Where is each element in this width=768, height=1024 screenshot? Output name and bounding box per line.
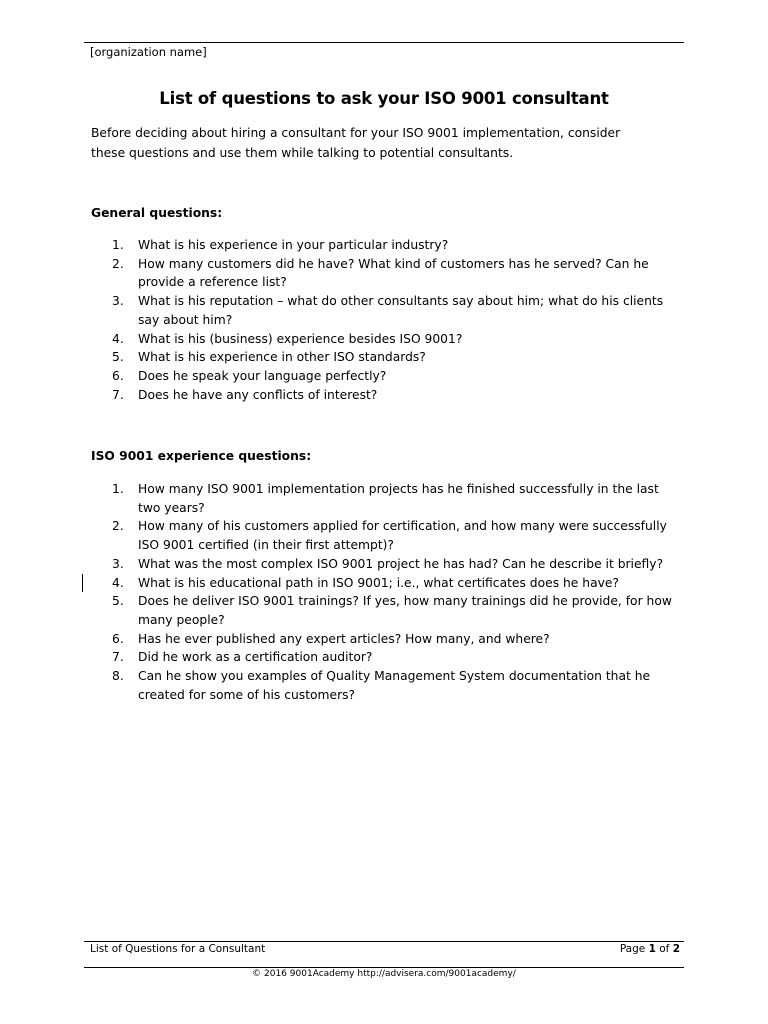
list-item bbox=[112, 386, 672, 405]
list-item bbox=[112, 630, 672, 649]
item-text: What is his educational path in ISO 9001; i.e., what certificates does he have? bbox=[138, 575, 619, 590]
copyright-notice: © 2016 9001Academy http://advisera.com/9001academy/ bbox=[252, 969, 516, 979]
item-text: Has he ever published any expert articles? How many, and where? bbox=[138, 631, 550, 646]
text-cursor bbox=[82, 574, 83, 592]
footer-document-name: List of Questions for a Consultant bbox=[90, 943, 266, 955]
page-of: of bbox=[655, 943, 673, 955]
list-item bbox=[112, 480, 672, 517]
item-text: What is his experience in other ISO standards? bbox=[138, 350, 426, 365]
item-number: 6. bbox=[112, 631, 124, 646]
list-item bbox=[112, 236, 672, 255]
item-number: 3. bbox=[112, 294, 124, 309]
iso-experience-questions-heading: ISO 9001 experience questions: bbox=[91, 449, 312, 463]
item-text: What is his reputation – what do other consultants say about him; what do his clients say about him? bbox=[138, 294, 664, 327]
list-item bbox=[112, 555, 672, 574]
page-prefix: Page bbox=[619, 943, 649, 955]
item-number: 1. bbox=[112, 482, 124, 496]
page-current: 1 bbox=[648, 943, 656, 955]
item-number: 5. bbox=[112, 594, 124, 609]
item-number: 7. bbox=[112, 387, 124, 402]
header-rule bbox=[84, 42, 684, 43]
footer-rule-bottom bbox=[84, 967, 684, 968]
footer-rule-top bbox=[84, 941, 684, 942]
list-item bbox=[112, 667, 672, 704]
item-number: 3. bbox=[112, 556, 124, 571]
item-text: What is his (business) experience besides ISO 9001? bbox=[138, 331, 463, 346]
item-number: 8. bbox=[112, 669, 124, 684]
organization-name[interactable]: [organization name] bbox=[90, 45, 207, 59]
list-item bbox=[112, 574, 672, 593]
general-questions-heading: General questions: bbox=[91, 206, 223, 220]
list-item bbox=[112, 255, 672, 292]
list-item bbox=[112, 592, 672, 629]
item-text: Does he deliver ISO 9001 trainings? If yes, how many trainings did he provide, for how many people? bbox=[138, 594, 672, 627]
list-item bbox=[112, 648, 672, 667]
item-number: 2. bbox=[112, 256, 124, 271]
item-number: 5. bbox=[112, 350, 124, 365]
list-item bbox=[112, 292, 672, 329]
item-text: Does he speak your language perfectly? bbox=[138, 368, 387, 383]
document-title: List of questions to ask your ISO 9001 consultant bbox=[159, 89, 609, 108]
list-item bbox=[112, 330, 672, 349]
item-text: How many of his customers applied for certification, and how many were successfully ISO 9001 certified (in their first attempt)? bbox=[138, 519, 667, 553]
intro-paragraph: Before deciding about hiring a consultant for your ISO 9001 implementation, consider these questions and use them while talking to potential consultants. bbox=[91, 126, 621, 160]
item-number: 4. bbox=[112, 331, 124, 346]
item-text: Did he work as a certification auditor? bbox=[138, 650, 373, 665]
list-item bbox=[112, 367, 672, 386]
item-text: What is his experience in your particular industry? bbox=[138, 238, 449, 252]
item-text: Can he show you examples of Quality Management System documentation that he created for some of his customers? bbox=[138, 669, 651, 702]
list-item bbox=[112, 348, 672, 367]
list-item bbox=[112, 517, 672, 554]
item-number: 7. bbox=[112, 650, 124, 665]
page-total: 2 bbox=[672, 943, 680, 955]
general-questions-list bbox=[112, 236, 672, 404]
iso-experience-questions-list bbox=[112, 480, 672, 704]
item-number: 2. bbox=[112, 519, 124, 534]
footer-page-number bbox=[620, 943, 680, 955]
item-number: 1. bbox=[112, 238, 124, 252]
item-text: Does he have any conflicts of interest? bbox=[138, 387, 378, 402]
item-text: How many ISO 9001 implementation projects has he finished successfully in the last two years? bbox=[138, 482, 659, 515]
item-text: What was the most complex ISO 9001 project he has had? Can he describe it briefly? bbox=[138, 556, 664, 571]
item-number: 6. bbox=[112, 368, 124, 383]
item-text: How many customers did he have? What kind of customers has he served? Can he provide a reference list? bbox=[138, 256, 649, 290]
item-number: 4. bbox=[112, 575, 124, 590]
